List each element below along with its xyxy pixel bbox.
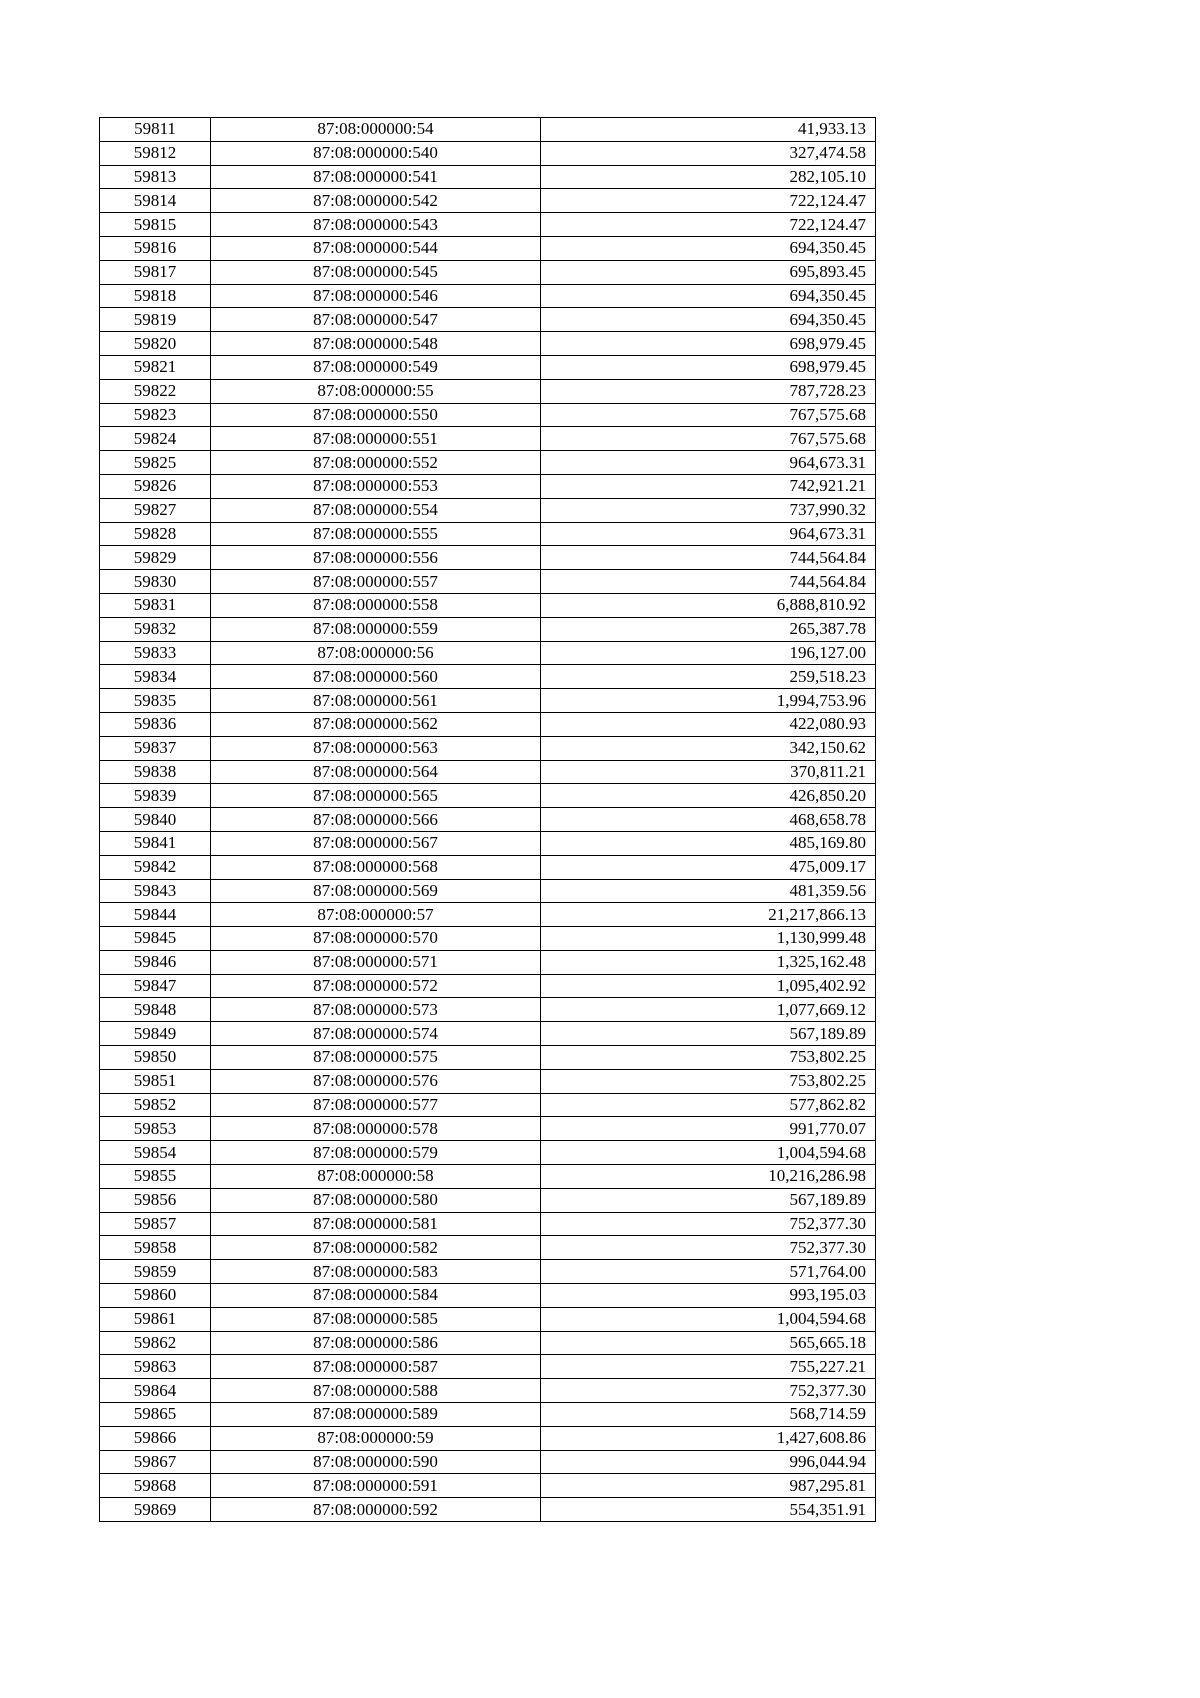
cadastral-number-cell: 87:08:000000:558 — [211, 593, 541, 617]
row-number-cell: 59860 — [100, 1284, 211, 1308]
cadastral-number-cell: 87:08:000000:575 — [211, 1046, 541, 1070]
table-row — [100, 1355, 876, 1379]
cadastral-number-cell: 87:08:000000:549 — [211, 355, 541, 379]
table-row — [100, 1212, 876, 1236]
row-number-cell: 59834 — [100, 665, 211, 689]
table-row — [100, 474, 876, 498]
cadastral-number-cell: 87:08:000000:557 — [211, 570, 541, 594]
row-number-cell: 59824 — [100, 427, 211, 451]
table-row — [100, 974, 876, 998]
cadastral-number-cell: 87:08:000000:562 — [211, 712, 541, 736]
row-number-cell: 59858 — [100, 1236, 211, 1260]
value-cell: 196,127.00 — [541, 641, 876, 665]
value-cell: 767,575.68 — [541, 427, 876, 451]
table-row — [100, 641, 876, 665]
cadastral-number-cell: 87:08:000000:543 — [211, 213, 541, 237]
table-row — [100, 522, 876, 546]
value-cell: 752,377.30 — [541, 1212, 876, 1236]
table-row — [100, 570, 876, 594]
value-cell: 722,124.47 — [541, 213, 876, 237]
row-number-cell: 59863 — [100, 1355, 211, 1379]
row-number-cell: 59861 — [100, 1307, 211, 1331]
row-number-cell: 59829 — [100, 546, 211, 570]
row-number-cell: 59864 — [100, 1379, 211, 1403]
row-number-cell: 59868 — [100, 1474, 211, 1498]
cadastral-number-cell: 87:08:000000:573 — [211, 998, 541, 1022]
row-number-cell: 59820 — [100, 332, 211, 356]
value-cell: 21,217,866.13 — [541, 903, 876, 927]
value-cell: 755,227.21 — [541, 1355, 876, 1379]
row-number-cell: 59833 — [100, 641, 211, 665]
value-cell: 1,130,999.48 — [541, 927, 876, 951]
value-cell: 554,351.91 — [541, 1498, 876, 1522]
table-row — [100, 165, 876, 189]
cadastral-number-cell: 87:08:000000:542 — [211, 189, 541, 213]
value-cell: 468,658.78 — [541, 808, 876, 832]
value-cell: 567,189.89 — [541, 1188, 876, 1212]
cadastral-number-cell: 87:08:000000:582 — [211, 1236, 541, 1260]
row-number-cell: 59856 — [100, 1188, 211, 1212]
cadastral-number-cell: 87:08:000000:572 — [211, 974, 541, 998]
table-row — [100, 593, 876, 617]
row-number-cell: 59812 — [100, 141, 211, 165]
row-number-cell: 59853 — [100, 1117, 211, 1141]
cadastral-number-cell: 87:08:000000:550 — [211, 403, 541, 427]
table-row — [100, 1284, 876, 1308]
table-row — [100, 736, 876, 760]
value-cell: 991,770.07 — [541, 1117, 876, 1141]
row-number-cell: 59846 — [100, 950, 211, 974]
row-number-cell: 59830 — [100, 570, 211, 594]
row-number-cell: 59817 — [100, 260, 211, 284]
table-row — [100, 427, 876, 451]
cadastral-number-cell: 87:08:000000:545 — [211, 260, 541, 284]
value-cell: 752,377.30 — [541, 1379, 876, 1403]
row-number-cell: 59814 — [100, 189, 211, 213]
value-cell: 342,150.62 — [541, 736, 876, 760]
cadastral-number-cell: 87:08:000000:541 — [211, 165, 541, 189]
row-number-cell: 59815 — [100, 213, 211, 237]
row-number-cell: 59848 — [100, 998, 211, 1022]
row-number-cell: 59832 — [100, 617, 211, 641]
cadastral-number-cell: 87:08:000000:587 — [211, 1355, 541, 1379]
value-cell: 753,802.25 — [541, 1046, 876, 1070]
table-row — [100, 1236, 876, 1260]
table-row — [100, 260, 876, 284]
value-cell: 327,474.58 — [541, 141, 876, 165]
table-row — [100, 1474, 876, 1498]
table-row — [100, 1403, 876, 1427]
table-row — [100, 118, 876, 142]
row-number-cell: 59850 — [100, 1046, 211, 1070]
table-row — [100, 332, 876, 356]
cadastral-number-cell: 87:08:000000:559 — [211, 617, 541, 641]
cadastral-number-cell: 87:08:000000:546 — [211, 284, 541, 308]
cadastral-number-cell: 87:08:000000:568 — [211, 855, 541, 879]
cadastral-number-cell: 87:08:000000:564 — [211, 760, 541, 784]
row-number-cell: 59819 — [100, 308, 211, 332]
value-cell: 694,350.45 — [541, 308, 876, 332]
table-row — [100, 451, 876, 475]
row-number-cell: 59840 — [100, 808, 211, 832]
table-row — [100, 879, 876, 903]
value-cell: 698,979.45 — [541, 355, 876, 379]
row-number-cell: 59857 — [100, 1212, 211, 1236]
row-number-cell: 59865 — [100, 1403, 211, 1427]
value-cell: 485,169.80 — [541, 831, 876, 855]
row-number-cell: 59818 — [100, 284, 211, 308]
table-row — [100, 498, 876, 522]
row-number-cell: 59839 — [100, 784, 211, 808]
row-number-cell: 59811 — [100, 118, 211, 142]
value-cell: 993,195.03 — [541, 1284, 876, 1308]
value-cell: 744,564.84 — [541, 570, 876, 594]
table-row — [100, 1141, 876, 1165]
table-row — [100, 213, 876, 237]
value-cell: 695,893.45 — [541, 260, 876, 284]
value-cell: 767,575.68 — [541, 403, 876, 427]
cadastral-number-cell: 87:08:000000:55 — [211, 379, 541, 403]
value-cell: 259,518.23 — [541, 665, 876, 689]
value-cell: 742,921.21 — [541, 474, 876, 498]
table-row — [100, 831, 876, 855]
table-row — [100, 1022, 876, 1046]
table-row — [100, 284, 876, 308]
row-number-cell: 59849 — [100, 1022, 211, 1046]
cadastral-number-cell: 87:08:000000:551 — [211, 427, 541, 451]
value-cell: 694,350.45 — [541, 236, 876, 260]
row-number-cell: 59828 — [100, 522, 211, 546]
cadastral-number-cell: 87:08:000000:556 — [211, 546, 541, 570]
table-body — [100, 118, 876, 1522]
value-cell: 753,802.25 — [541, 1069, 876, 1093]
row-number-cell: 59867 — [100, 1450, 211, 1474]
cadastral-number-cell: 87:08:000000:585 — [211, 1307, 541, 1331]
cadastral-number-cell: 87:08:000000:581 — [211, 1212, 541, 1236]
cadastral-number-cell: 87:08:000000:579 — [211, 1141, 541, 1165]
table-row — [100, 689, 876, 713]
value-cell: 426,850.20 — [541, 784, 876, 808]
table-row — [100, 1379, 876, 1403]
table-row — [100, 189, 876, 213]
cadastral-number-cell: 87:08:000000:544 — [211, 236, 541, 260]
value-cell: 422,080.93 — [541, 712, 876, 736]
value-cell: 1,077,669.12 — [541, 998, 876, 1022]
row-number-cell: 59836 — [100, 712, 211, 736]
row-number-cell: 59854 — [100, 1141, 211, 1165]
cadastral-number-cell: 87:08:000000:547 — [211, 308, 541, 332]
table-row — [100, 1260, 876, 1284]
cadastral-number-cell: 87:08:000000:589 — [211, 1403, 541, 1427]
cadastral-number-cell: 87:08:000000:56 — [211, 641, 541, 665]
table-row — [100, 855, 876, 879]
value-cell: 481,359.56 — [541, 879, 876, 903]
row-number-cell: 59845 — [100, 927, 211, 951]
row-number-cell: 59831 — [100, 593, 211, 617]
value-cell: 1,994,753.96 — [541, 689, 876, 713]
cadastral-number-cell: 87:08:000000:592 — [211, 1498, 541, 1522]
row-number-cell: 59855 — [100, 1165, 211, 1189]
table-row — [100, 355, 876, 379]
value-cell: 987,295.81 — [541, 1474, 876, 1498]
row-number-cell: 59852 — [100, 1093, 211, 1117]
value-cell: 41,933.13 — [541, 118, 876, 142]
table-row — [100, 141, 876, 165]
row-number-cell: 59837 — [100, 736, 211, 760]
value-cell: 265,387.78 — [541, 617, 876, 641]
cadastral-number-cell: 87:08:000000:570 — [211, 927, 541, 951]
row-number-cell: 59825 — [100, 451, 211, 475]
value-cell: 565,665.18 — [541, 1331, 876, 1355]
cadastral-number-cell: 87:08:000000:566 — [211, 808, 541, 832]
row-number-cell: 59823 — [100, 403, 211, 427]
row-number-cell: 59851 — [100, 1069, 211, 1093]
row-number-cell: 59842 — [100, 855, 211, 879]
row-number-cell: 59826 — [100, 474, 211, 498]
table-row — [100, 665, 876, 689]
table-row — [100, 1498, 876, 1522]
row-number-cell: 59822 — [100, 379, 211, 403]
table-row — [100, 760, 876, 784]
value-cell: 571,764.00 — [541, 1260, 876, 1284]
table-row — [100, 1069, 876, 1093]
value-cell: 1,095,402.92 — [541, 974, 876, 998]
cadastral-number-cell: 87:08:000000:574 — [211, 1022, 541, 1046]
value-cell: 6,888,810.92 — [541, 593, 876, 617]
cadastral-number-cell: 87:08:000000:591 — [211, 1474, 541, 1498]
table-row — [100, 1117, 876, 1141]
row-number-cell: 59862 — [100, 1331, 211, 1355]
value-cell: 1,004,594.68 — [541, 1141, 876, 1165]
value-cell: 787,728.23 — [541, 379, 876, 403]
value-cell: 964,673.31 — [541, 451, 876, 475]
value-cell: 282,105.10 — [541, 165, 876, 189]
cadastral-number-cell: 87:08:000000:561 — [211, 689, 541, 713]
cadastral-number-cell: 87:08:000000:59 — [211, 1426, 541, 1450]
row-number-cell: 59816 — [100, 236, 211, 260]
cadastral-number-cell: 87:08:000000:580 — [211, 1188, 541, 1212]
row-number-cell: 59866 — [100, 1426, 211, 1450]
row-number-cell: 59841 — [100, 831, 211, 855]
value-cell: 752,377.30 — [541, 1236, 876, 1260]
row-number-cell: 59859 — [100, 1260, 211, 1284]
data-table — [99, 117, 876, 1522]
value-cell: 568,714.59 — [541, 1403, 876, 1427]
cadastral-number-cell: 87:08:000000:569 — [211, 879, 541, 903]
table-row — [100, 1188, 876, 1212]
cadastral-number-cell: 87:08:000000:571 — [211, 950, 541, 974]
cadastral-number-cell: 87:08:000000:583 — [211, 1260, 541, 1284]
cadastral-number-cell: 87:08:000000:584 — [211, 1284, 541, 1308]
table-row — [100, 617, 876, 641]
table-row — [100, 808, 876, 832]
value-cell: 722,124.47 — [541, 189, 876, 213]
row-number-cell: 59838 — [100, 760, 211, 784]
value-cell: 10,216,286.98 — [541, 1165, 876, 1189]
cadastral-number-cell: 87:08:000000:563 — [211, 736, 541, 760]
value-cell: 694,350.45 — [541, 284, 876, 308]
table-row — [100, 1093, 876, 1117]
cadastral-number-cell: 87:08:000000:565 — [211, 784, 541, 808]
cadastral-number-cell: 87:08:000000:554 — [211, 498, 541, 522]
cadastral-number-cell: 87:08:000000:586 — [211, 1331, 541, 1355]
cadastral-number-cell: 87:08:000000:588 — [211, 1379, 541, 1403]
table-row — [100, 1165, 876, 1189]
row-number-cell: 59827 — [100, 498, 211, 522]
value-cell: 370,811.21 — [541, 760, 876, 784]
table-row — [100, 950, 876, 974]
cadastral-number-cell: 87:08:000000:576 — [211, 1069, 541, 1093]
value-cell: 1,004,594.68 — [541, 1307, 876, 1331]
row-number-cell: 59844 — [100, 903, 211, 927]
table-row — [100, 546, 876, 570]
cadastral-number-cell: 87:08:000000:548 — [211, 332, 541, 356]
value-cell: 567,189.89 — [541, 1022, 876, 1046]
table-row — [100, 1307, 876, 1331]
value-cell: 475,009.17 — [541, 855, 876, 879]
value-cell: 744,564.84 — [541, 546, 876, 570]
table-row — [100, 1046, 876, 1070]
value-cell: 737,990.32 — [541, 498, 876, 522]
cadastral-number-cell: 87:08:000000:58 — [211, 1165, 541, 1189]
cadastral-number-cell: 87:08:000000:590 — [211, 1450, 541, 1474]
table-row — [100, 403, 876, 427]
cadastral-number-cell: 87:08:000000:57 — [211, 903, 541, 927]
table-row — [100, 236, 876, 260]
table-row — [100, 784, 876, 808]
cadastral-number-cell: 87:08:000000:552 — [211, 451, 541, 475]
cadastral-number-cell: 87:08:000000:553 — [211, 474, 541, 498]
row-number-cell: 59835 — [100, 689, 211, 713]
table-row — [100, 998, 876, 1022]
cadastral-number-cell: 87:08:000000:555 — [211, 522, 541, 546]
cadastral-number-cell: 87:08:000000:567 — [211, 831, 541, 855]
cadastral-number-cell: 87:08:000000:577 — [211, 1093, 541, 1117]
cadastral-number-cell: 87:08:000000:540 — [211, 141, 541, 165]
table-row — [100, 903, 876, 927]
table-row — [100, 712, 876, 736]
value-cell: 1,325,162.48 — [541, 950, 876, 974]
table-row — [100, 1426, 876, 1450]
value-cell: 1,427,608.86 — [541, 1426, 876, 1450]
value-cell: 964,673.31 — [541, 522, 876, 546]
table-row — [100, 1450, 876, 1474]
cadastral-number-cell: 87:08:000000:54 — [211, 118, 541, 142]
table-row — [100, 927, 876, 951]
row-number-cell: 59843 — [100, 879, 211, 903]
cadastral-number-cell: 87:08:000000:578 — [211, 1117, 541, 1141]
cadastral-number-cell: 87:08:000000:560 — [211, 665, 541, 689]
value-cell: 577,862.82 — [541, 1093, 876, 1117]
table-row — [100, 1331, 876, 1355]
table-row — [100, 379, 876, 403]
row-number-cell: 59847 — [100, 974, 211, 998]
row-number-cell: 59821 — [100, 355, 211, 379]
row-number-cell: 59813 — [100, 165, 211, 189]
table-row — [100, 308, 876, 332]
row-number-cell: 59869 — [100, 1498, 211, 1522]
value-cell: 698,979.45 — [541, 332, 876, 356]
value-cell: 996,044.94 — [541, 1450, 876, 1474]
